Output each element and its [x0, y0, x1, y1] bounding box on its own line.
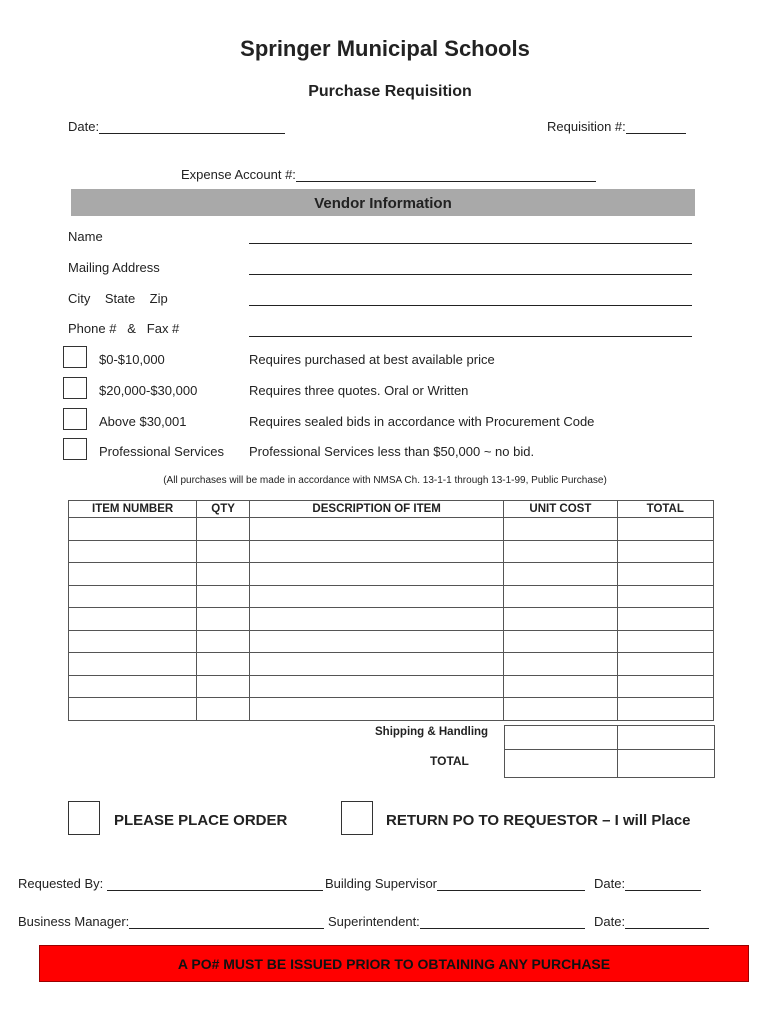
- superintendent-line[interactable]: [420, 914, 585, 929]
- cell-description[interactable]: [249, 563, 503, 586]
- business-manager-line[interactable]: [129, 914, 324, 929]
- requested-by-label: Requested By:: [18, 876, 104, 891]
- cell-description[interactable]: [249, 608, 503, 631]
- header-qty: QTY: [197, 501, 250, 518]
- cell-total[interactable]: [617, 698, 713, 721]
- table-row: [69, 518, 714, 541]
- shipping-unit-cell[interactable]: [504, 725, 618, 750]
- vendor-phone-fax-label: Phone # & Fax #: [68, 321, 180, 336]
- cell-item-number[interactable]: [69, 675, 197, 698]
- date1-field[interactable]: [594, 876, 701, 891]
- vendor-name-line[interactable]: [249, 243, 692, 244]
- vendor-city-line[interactable]: [249, 305, 692, 306]
- option-requirement-0: Requires purchased at best available price: [249, 352, 495, 367]
- date-field[interactable]: [68, 119, 285, 134]
- requested-by-field[interactable]: [18, 876, 323, 891]
- cell-unit-cost[interactable]: [504, 563, 617, 586]
- option-label-2: Above $30,001: [99, 414, 187, 429]
- option-checkbox-2[interactable]: [63, 408, 87, 430]
- return-po-label: RETURN PO TO REQUESTOR – I will Place: [386, 812, 691, 829]
- vendor-name-label: Name: [68, 229, 103, 244]
- building-supervisor-label: Building Supervisor: [325, 876, 438, 891]
- cell-unit-cost[interactable]: [504, 653, 617, 676]
- building-supervisor-line[interactable]: [437, 876, 585, 891]
- cell-unit-cost[interactable]: [504, 540, 617, 563]
- option-requirement-3: Professional Services less than $50,000 ~ no bid.: [249, 444, 535, 459]
- date-label: Date:: [68, 119, 100, 134]
- cell-total[interactable]: [617, 608, 713, 631]
- po-warning-banner: A PO# MUST BE ISSUED PRIOR TO OBTAINING ANY PURCHASE: [39, 945, 749, 982]
- requisition-field[interactable]: [547, 119, 686, 134]
- date1-label: Date:: [594, 876, 626, 891]
- cell-total[interactable]: [617, 518, 713, 541]
- cell-total[interactable]: [617, 653, 713, 676]
- cell-qty[interactable]: [197, 563, 250, 586]
- shipping-label: Shipping & Handling: [375, 726, 489, 738]
- table-row: [69, 608, 714, 631]
- cell-unit-cost[interactable]: [504, 675, 617, 698]
- cell-qty[interactable]: [197, 540, 250, 563]
- cell-item-number[interactable]: [69, 608, 197, 631]
- table-row: [69, 540, 714, 563]
- cell-unit-cost[interactable]: [504, 585, 617, 608]
- header-total: TOTAL: [617, 501, 713, 518]
- requested-by-line[interactable]: [107, 876, 323, 891]
- date-line[interactable]: [99, 119, 285, 134]
- cell-item-number[interactable]: [69, 518, 197, 541]
- header-unit-cost: UNIT COST: [504, 501, 617, 518]
- cell-qty[interactable]: [197, 698, 250, 721]
- cell-item-number[interactable]: [69, 585, 197, 608]
- option-checkbox-1[interactable]: [63, 377, 87, 399]
- vendor-address-label: Mailing Address: [68, 260, 160, 275]
- option-requirement-2: Requires sealed bids in accordance with Procurement Code: [249, 414, 595, 429]
- cell-total[interactable]: [617, 630, 713, 653]
- expense-line[interactable]: [296, 167, 596, 182]
- cell-total[interactable]: [617, 585, 713, 608]
- place-order-checkbox[interactable]: [68, 801, 100, 835]
- superintendent-field[interactable]: [328, 914, 585, 929]
- requisition-line[interactable]: [626, 119, 686, 134]
- cell-qty[interactable]: [197, 675, 250, 698]
- cell-description[interactable]: [249, 675, 503, 698]
- cell-qty[interactable]: [197, 608, 250, 631]
- table-row: [69, 698, 714, 721]
- cell-total[interactable]: [617, 675, 713, 698]
- cell-total[interactable]: [617, 563, 713, 586]
- vendor-address-line[interactable]: [249, 274, 692, 275]
- date2-field[interactable]: [594, 914, 709, 929]
- place-order-label: PLEASE PLACE ORDER: [114, 812, 288, 829]
- date2-line[interactable]: [625, 914, 709, 929]
- table-row: [69, 630, 714, 653]
- expense-label: Expense Account #:: [181, 167, 296, 182]
- cell-qty[interactable]: [197, 518, 250, 541]
- cell-qty[interactable]: [197, 585, 250, 608]
- requisition-label: Requisition #:: [547, 119, 626, 134]
- option-requirement-1: Requires three quotes. Oral or Written: [249, 383, 469, 398]
- vendor-section-header: Vendor Information: [71, 189, 695, 216]
- table-row: [69, 585, 714, 608]
- table-row: [69, 563, 714, 586]
- business-manager-label: Business Manager:: [18, 914, 130, 929]
- grand-total-cell[interactable]: [617, 749, 715, 778]
- building-supervisor-field[interactable]: [325, 876, 585, 891]
- date1-line[interactable]: [625, 876, 701, 891]
- cell-description[interactable]: [249, 630, 503, 653]
- nmsa-note: (All purchases will be made in accordance with NMSA Ch. 13-1-1 through 13-1-99, Public Purchase): [163, 475, 607, 486]
- grand-total-unit-cell[interactable]: [504, 749, 618, 778]
- cell-unit-cost[interactable]: [504, 698, 617, 721]
- cell-item-number[interactable]: [69, 653, 197, 676]
- business-manager-field[interactable]: [18, 914, 324, 929]
- cell-item-number[interactable]: [69, 563, 197, 586]
- header-item-number: ITEM NUMBER: [69, 501, 197, 518]
- vendor-city-state-zip-label: City State Zip: [68, 291, 168, 306]
- date2-label: Date:: [594, 914, 626, 929]
- option-label-0: $0-$10,000: [99, 352, 165, 367]
- total-label: TOTAL: [430, 754, 469, 768]
- items-table: [68, 500, 714, 721]
- header-description: DESCRIPTION OF ITEM: [249, 501, 503, 518]
- cell-item-number[interactable]: [69, 698, 197, 721]
- table-row: [69, 675, 714, 698]
- cell-total[interactable]: [617, 540, 713, 563]
- form-title: Purchase Requisition: [308, 83, 472, 100]
- vendor-phone-line[interactable]: [249, 336, 692, 337]
- cell-description[interactable]: [249, 518, 503, 541]
- cell-unit-cost[interactable]: [504, 630, 617, 653]
- option-label-3: Professional Services: [99, 444, 224, 459]
- cell-qty[interactable]: [197, 653, 250, 676]
- option-label-1: $20,000-$30,000: [99, 383, 198, 398]
- cell-unit-cost[interactable]: [504, 608, 617, 631]
- cell-item-number[interactable]: [69, 630, 197, 653]
- expense-account-field[interactable]: [181, 167, 596, 182]
- return-po-checkbox[interactable]: [341, 801, 373, 835]
- option-checkbox-3[interactable]: [63, 438, 87, 460]
- superintendent-label: Superintendent:: [328, 914, 420, 929]
- items-header-row: [69, 501, 714, 518]
- shipping-total-cell[interactable]: [617, 725, 715, 750]
- cell-unit-cost[interactable]: [504, 518, 617, 541]
- cell-description[interactable]: [249, 653, 503, 676]
- cell-description[interactable]: [249, 585, 503, 608]
- cell-description[interactable]: [249, 698, 503, 721]
- table-row: [69, 653, 714, 676]
- cell-qty[interactable]: [197, 630, 250, 653]
- cell-item-number[interactable]: [69, 540, 197, 563]
- school-title: Springer Municipal Schools: [240, 36, 530, 61]
- cell-description[interactable]: [249, 540, 503, 563]
- option-checkbox-0[interactable]: [63, 346, 87, 368]
